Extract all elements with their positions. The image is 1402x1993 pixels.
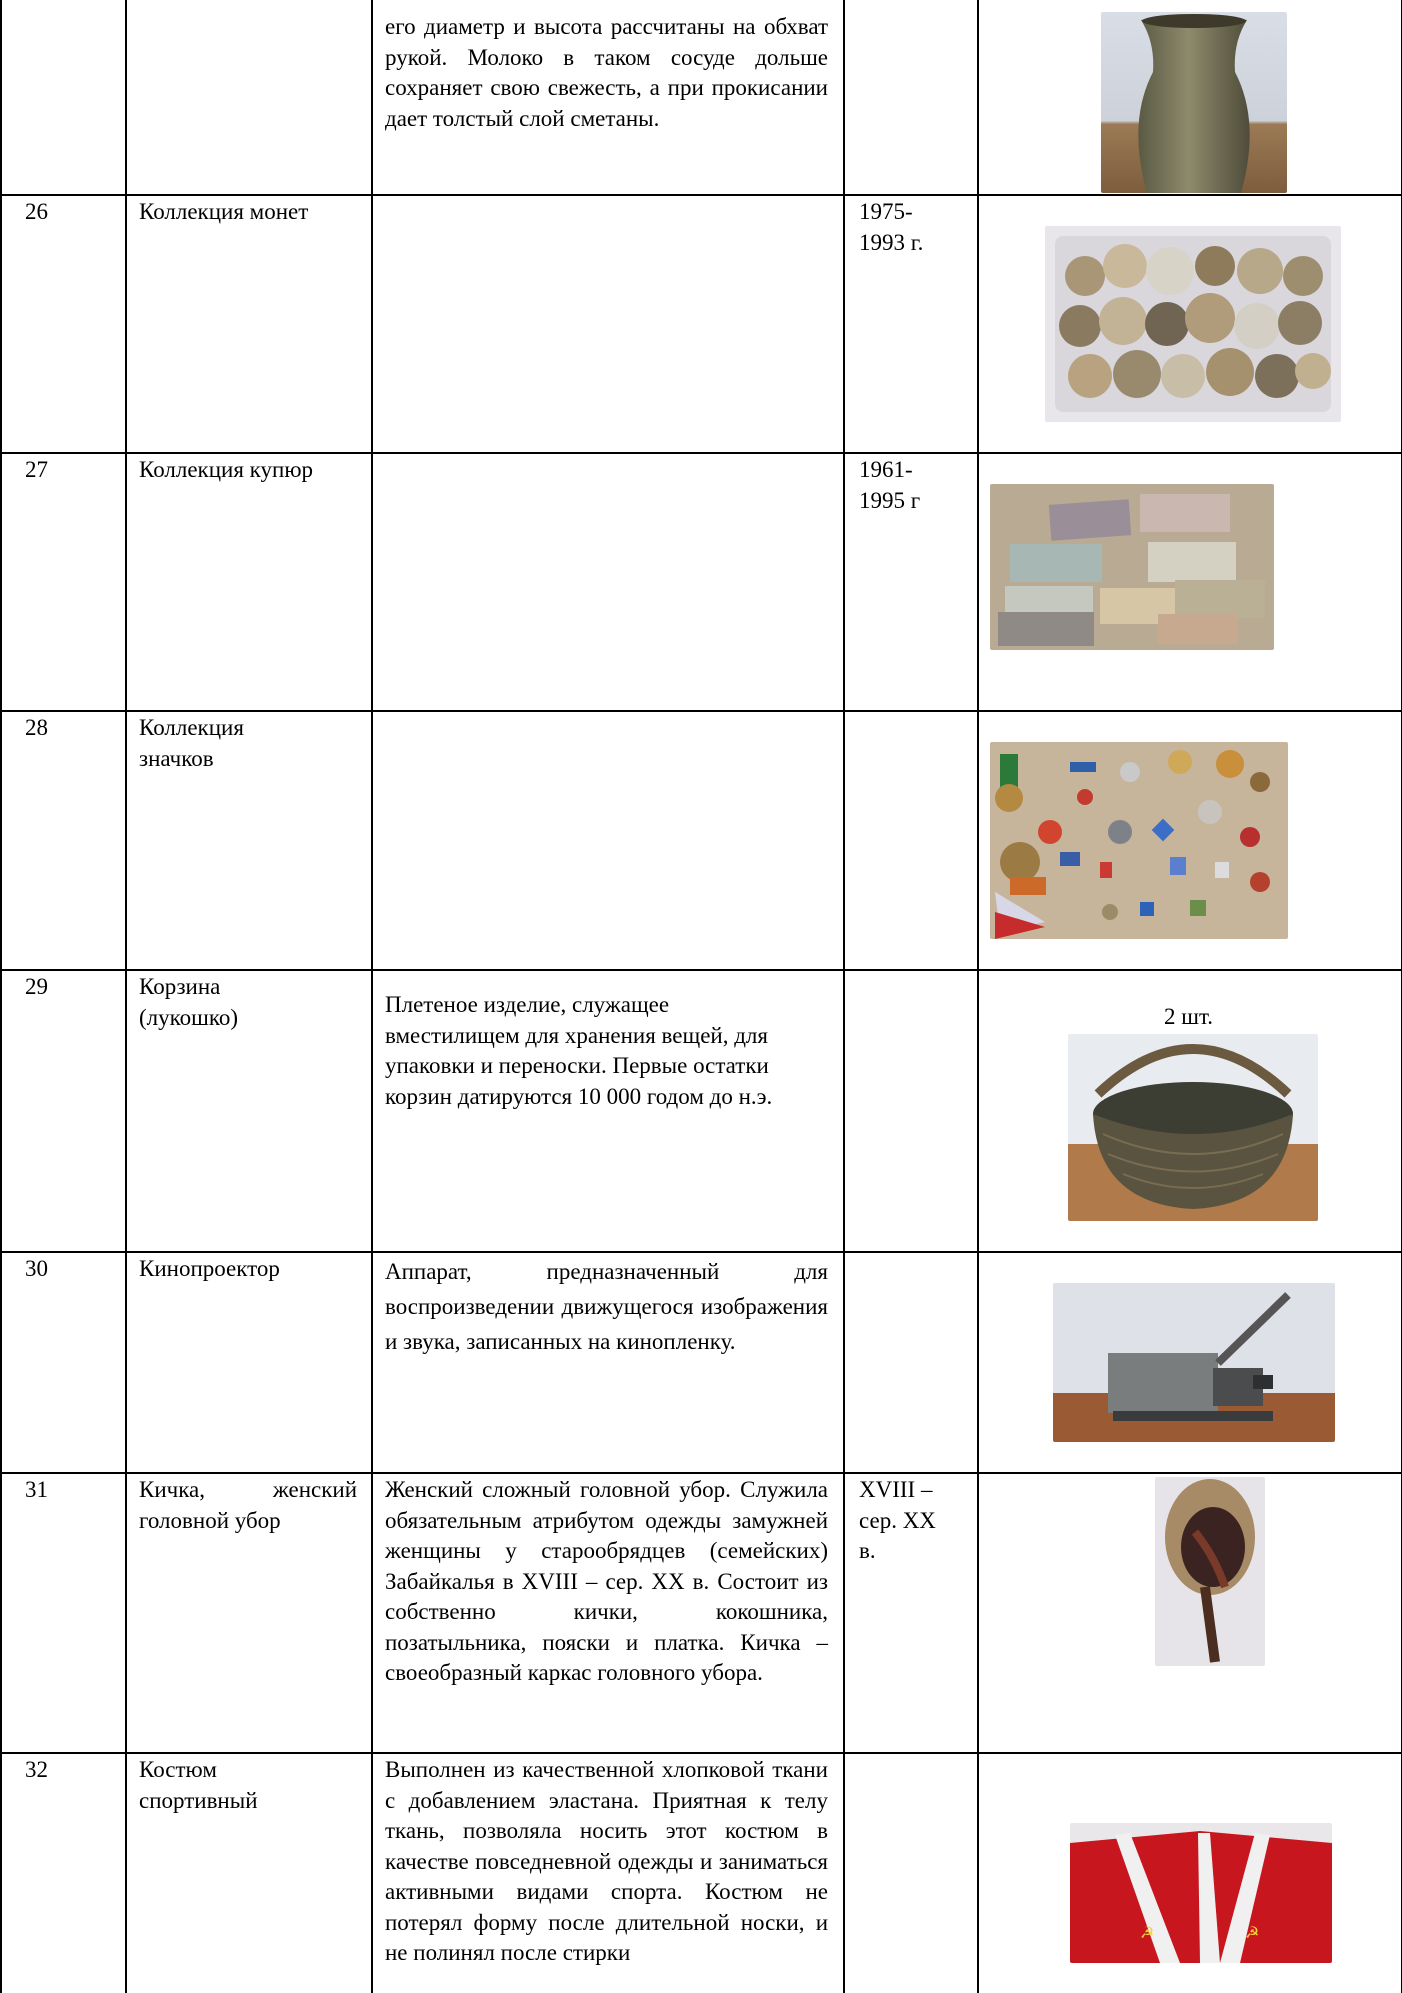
grid-vline bbox=[125, 0, 127, 1993]
grid-hline bbox=[0, 1251, 1402, 1253]
item-description: Женский сложный головной убор. Служила обязательным атрибутом одежды замужней женщины у старообрядцев (семейских) Забайкалья в XVIII – сер. XX в. Состоит из собственно кички, кокошника, позатыльника, пояски и платка. Кичка – своеобразный каркас головного убора. bbox=[385, 1477, 828, 1685]
grid-hline bbox=[0, 1472, 1402, 1474]
svg-text:☭: ☭ bbox=[1245, 1923, 1260, 1942]
item-number: 32 bbox=[25, 1757, 48, 1782]
item-name: Костюм спортивный bbox=[139, 1757, 258, 1813]
item-number: 27 bbox=[25, 457, 48, 482]
grid-vline bbox=[371, 0, 373, 1993]
banknote-collection-photo bbox=[990, 484, 1274, 650]
grid-hline bbox=[0, 1752, 1402, 1754]
item-name: Коллекция купюр bbox=[139, 457, 314, 482]
item-date: XVIII – сер. XX в. bbox=[859, 1477, 936, 1563]
item-name: Корзина (лукошко) bbox=[139, 974, 239, 1030]
grid-hline bbox=[0, 969, 1402, 971]
clay-jug-photo bbox=[1101, 12, 1287, 193]
basket-photo bbox=[1068, 1034, 1318, 1221]
item-number: 31 bbox=[25, 1477, 48, 1502]
item-date: 1961- 1995 г bbox=[859, 457, 921, 513]
coin-collection-photo bbox=[1045, 226, 1341, 422]
grid-vline bbox=[0, 0, 2, 1993]
item-number: 29 bbox=[25, 974, 48, 999]
item-description: Выполнен из качественной хлопковой ткани с добавлением эластана. Приятная к телу ткань, позволяла носить этот костюм в качестве повседневной одежды и заниматься активными видами спорта. Костюм не потерял форму после длительной носки, и не полинял после стирки bbox=[385, 1757, 828, 1965]
item-description: Аппарат, предназначенный для воспроизведении движущегося изображения и звука, записанных на кинопленку. bbox=[385, 1259, 828, 1354]
item-description: его диаметр и высота рассчитаны на обхват рукой. Молоко в таком сосуде дольше сохраняет свою свежесть, а при прокисании дает толстый слой сметаны. bbox=[385, 14, 828, 131]
item-name: Коллекция монет bbox=[139, 199, 309, 224]
grid-vline bbox=[843, 0, 845, 1993]
item-date: 1975- 1993 г. bbox=[859, 199, 924, 255]
badge-collection-photo bbox=[990, 742, 1288, 939]
item-name: Кичка, женский головной убор bbox=[139, 1477, 357, 1533]
item-number: 30 bbox=[25, 1256, 48, 1281]
grid-hline bbox=[0, 452, 1402, 454]
item-description: Плетеное изделие, служащее вместилищем для хранения вещей, для упаковки и переноски. Первые остатки корзин датируются 10 000 годом до н.э. bbox=[385, 992, 773, 1109]
film-projector-photo bbox=[1053, 1283, 1335, 1442]
item-name: Кинопроектор bbox=[139, 1256, 280, 1281]
svg-text:☭: ☭ bbox=[1140, 1923, 1155, 1942]
item-number: 26 bbox=[25, 199, 48, 224]
grid-hline bbox=[0, 710, 1402, 712]
item-number: 28 bbox=[25, 715, 48, 740]
kichka-headdress-photo bbox=[1155, 1477, 1265, 1666]
grid-vline bbox=[977, 0, 979, 1993]
item-name: Коллекция значков bbox=[139, 715, 244, 771]
grid-hline bbox=[0, 194, 1402, 196]
tracksuit-photo bbox=[1070, 1823, 1332, 1963]
photo-caption: 2 шт. bbox=[1164, 1004, 1214, 1029]
